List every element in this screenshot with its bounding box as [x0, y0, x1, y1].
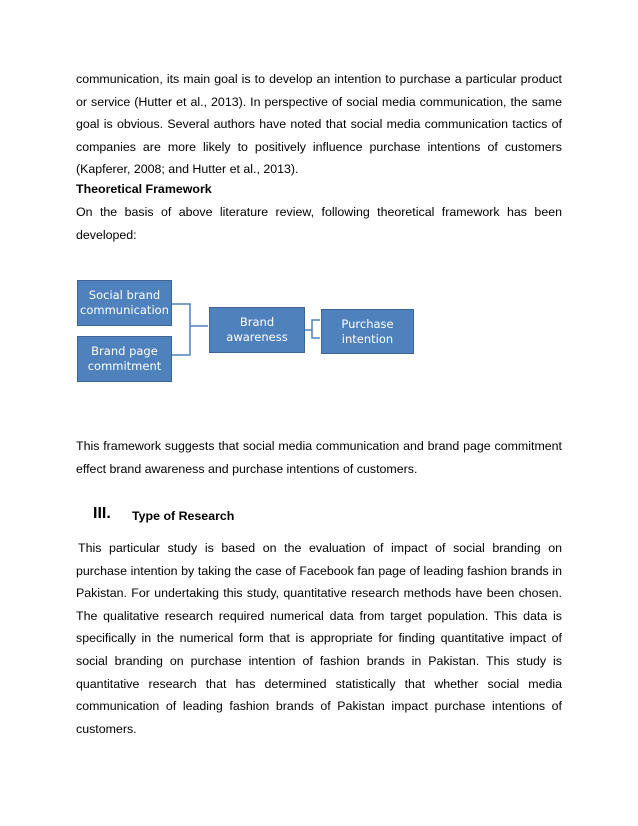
box-label: Social brand: [88, 288, 161, 302]
paragraph-type-of-research: [76, 537, 562, 740]
box-brand-page-commitment: [77, 336, 172, 382]
heading-theoretical-framework: Theoretical Framework: [76, 182, 212, 196]
section-number: III.: [93, 505, 111, 522]
text-line: Pakistan. For undertaking this study, quantitative research methods have been chosen.: [76, 586, 562, 601]
text-line: quantitative research that has determined statistically that whether social media: [76, 676, 562, 691]
text-line: or service (Hutter et al., 2013). In perspective of social media communication, the same: [76, 94, 562, 109]
text-line: customers.: [76, 721, 137, 736]
paragraph-framework-explanation: [76, 435, 562, 480]
text-line: This framework suggests that social media communication and brand page commitment: [76, 439, 562, 453]
text-line: developed:: [76, 227, 137, 242]
connector-arrow: [304, 320, 320, 338]
box-purchase-intention: [321, 309, 414, 354]
box-label: Brand: [239, 315, 275, 329]
box-label: commitment: [87, 359, 162, 373]
text-line: The qualitative research required numerical data from target population. This data is: [76, 608, 562, 623]
text-line: specifically in the numerical form that is appropriate for finding quantitative impact of: [76, 631, 562, 646]
text-line: social branding on purchase intention of fashion brands in Pakistan. This study is: [76, 653, 562, 668]
text-line: companies are more likely to positively influence purchase intentions of customers: [76, 139, 562, 154]
text-line: communication of leading fashion brands of Pakistan impact purchase intentions of: [76, 699, 562, 714]
text-line: communication, its main goal is to develop an intention to purchase a particular product: [76, 72, 562, 86]
connector-bracket: [171, 304, 208, 355]
box-label: Purchase: [341, 316, 394, 331]
text-line: This particular study is based on the evaluation of impact of social branding on: [78, 541, 562, 555]
box-brand-awareness: [209, 307, 305, 353]
box-social-brand-communication: [77, 280, 172, 326]
text-line: purchase intention by taking the case of Facebook fan page of leading fashion brands in: [76, 563, 562, 578]
section-title: Type of Research: [132, 509, 235, 523]
box-label: Brand page: [91, 344, 158, 358]
box-label: awareness: [226, 330, 288, 344]
box-label: intention: [341, 331, 394, 346]
box-label: communication: [80, 303, 169, 317]
text-line: effect brand awareness and purchase intentions of customers.: [76, 461, 418, 476]
text-line: goal is obvious. Several authors have noted that social media communication tactics of: [76, 117, 562, 132]
text-line: (Kapferer, 2008; and Hutter et al., 2013).: [76, 162, 299, 177]
text-line: On the basis of above literature review, following theoretical framework has been: [76, 205, 562, 219]
